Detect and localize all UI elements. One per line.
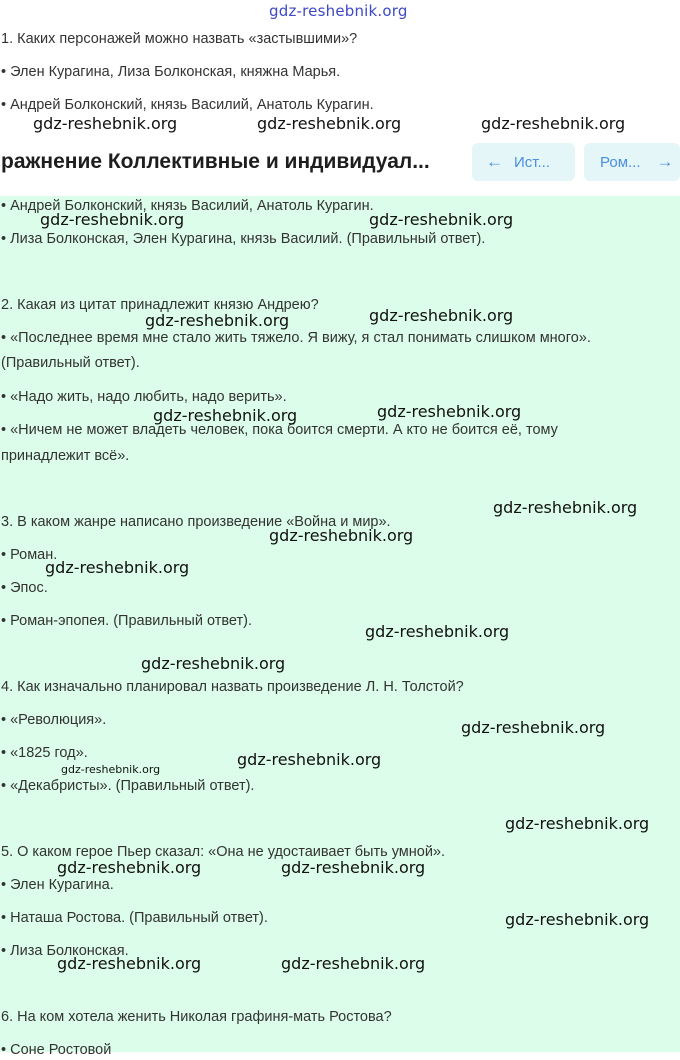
question-2: 2. Какая из цитат принадлежит князю Андрею?: [1, 297, 319, 313]
answer-option: (Правильный ответ).: [1, 355, 140, 371]
watermark: gdz-reshebnik.org: [505, 814, 650, 833]
answer-option: • Элен Курагина, Лиза Болконская, княжна Марья.: [1, 64, 341, 80]
prev-exercise-button[interactable]: [472, 143, 575, 181]
watermark: gdz-reshebnik.org: [33, 114, 178, 133]
question-5: 5. О каком герое Пьер сказал: «Она не удостаивает быть умной».: [1, 844, 446, 860]
answer-option: • «Ничем не может владеть человек, пока боится смерти. А кто не боится её, тому: [1, 422, 558, 438]
watermark: gdz-reshebnik.org: [257, 114, 402, 133]
watermark: gdz-reshebnik.org: [141, 654, 286, 673]
answer-option: • Роман.: [1, 547, 58, 563]
prev-exercise-label: Ист...: [514, 153, 550, 171]
watermark: gdz-reshebnik.org: [377, 402, 522, 421]
answer-option: • Наташа Ростова. (Правильный ответ).: [1, 910, 268, 926]
exercise-header: [0, 143, 680, 183]
question-4: 4. Как изначально планировал назвать произведение Л. Н. Толстой?: [1, 679, 464, 695]
watermark: gdz-reshebnik.org: [153, 406, 298, 425]
answer-option: • «Надо жить, надо любить, надо верить».: [1, 389, 287, 405]
answer-option: принадлежит всё».: [1, 448, 130, 464]
answer-option: • Андрей Болконский, князь Василий, Анатоль Курагин.: [1, 198, 374, 214]
answer-option: • Андрей Болконский, князь Василий, Анатоль Курагин.: [1, 97, 374, 113]
next-exercise-label: Ром...: [600, 153, 641, 171]
watermark: gdz-reshebnik.org: [45, 558, 190, 577]
question-1: 1. Каких персонажей можно назвать «застывшими»?: [1, 31, 358, 47]
watermark: gdz-reshebnik.org: [145, 311, 290, 330]
answer-option: • Роман-эпопея. (Правильный ответ).: [1, 613, 252, 629]
question-3: 3. В каком жанре написано произведение «Война и мир».: [1, 514, 391, 530]
top-watermark: gdz-reshebnik.org: [269, 2, 408, 20]
answer-option: • Соне Ростовой: [1, 1042, 112, 1058]
watermark: gdz-reshebnik.org: [40, 210, 185, 229]
watermark: gdz-reshebnik.org: [493, 498, 638, 517]
answer-option: • «Последнее время мне стало жить тяжело. Я вижу, я стал понимать слишком много».: [1, 330, 591, 346]
watermark: gdz-reshebnik.org: [505, 910, 650, 929]
watermark: gdz-reshebnik.org: [461, 718, 606, 737]
answer-option: • Эпос.: [1, 580, 48, 596]
watermark: gdz-reshebnik.org: [237, 750, 382, 769]
watermark: gdz-reshebnik.org: [57, 954, 202, 973]
arrow-left-icon: ←: [486, 152, 503, 171]
watermark: gdz-reshebnik.org: [365, 622, 510, 641]
answer-option: • Лиза Болконская.: [1, 943, 129, 959]
watermark: gdz-reshebnik.org: [61, 763, 161, 776]
answer-option: • «1825 год».: [1, 745, 88, 761]
watermark: gdz-reshebnik.org: [481, 114, 626, 133]
watermark: gdz-reshebnik.org: [269, 526, 414, 545]
answer-option: • Лиза Болконская, Элен Курагина, князь Василий. (Правильный ответ).: [1, 231, 486, 247]
watermark: gdz-reshebnik.org: [281, 954, 426, 973]
watermark: gdz-reshebnik.org: [57, 858, 202, 877]
answer-option: • Элен Курагина.: [1, 877, 114, 893]
watermark: gdz-reshebnik.org: [281, 858, 426, 877]
watermark: gdz-reshebnik.org: [369, 306, 514, 325]
answer-option: • «Революция».: [1, 712, 107, 728]
next-exercise-button[interactable]: [584, 143, 680, 181]
answer-option: • «Декабристы». (Правильный ответ).: [1, 778, 255, 794]
watermark: gdz-reshebnik.org: [369, 210, 514, 229]
question-6: 6. На ком хотела женить Николая графиня-мать Ростова?: [1, 1009, 392, 1025]
exercise-title: ражнение Коллективные и индивидуал...: [1, 150, 430, 173]
arrow-right-icon: →: [656, 152, 674, 171]
